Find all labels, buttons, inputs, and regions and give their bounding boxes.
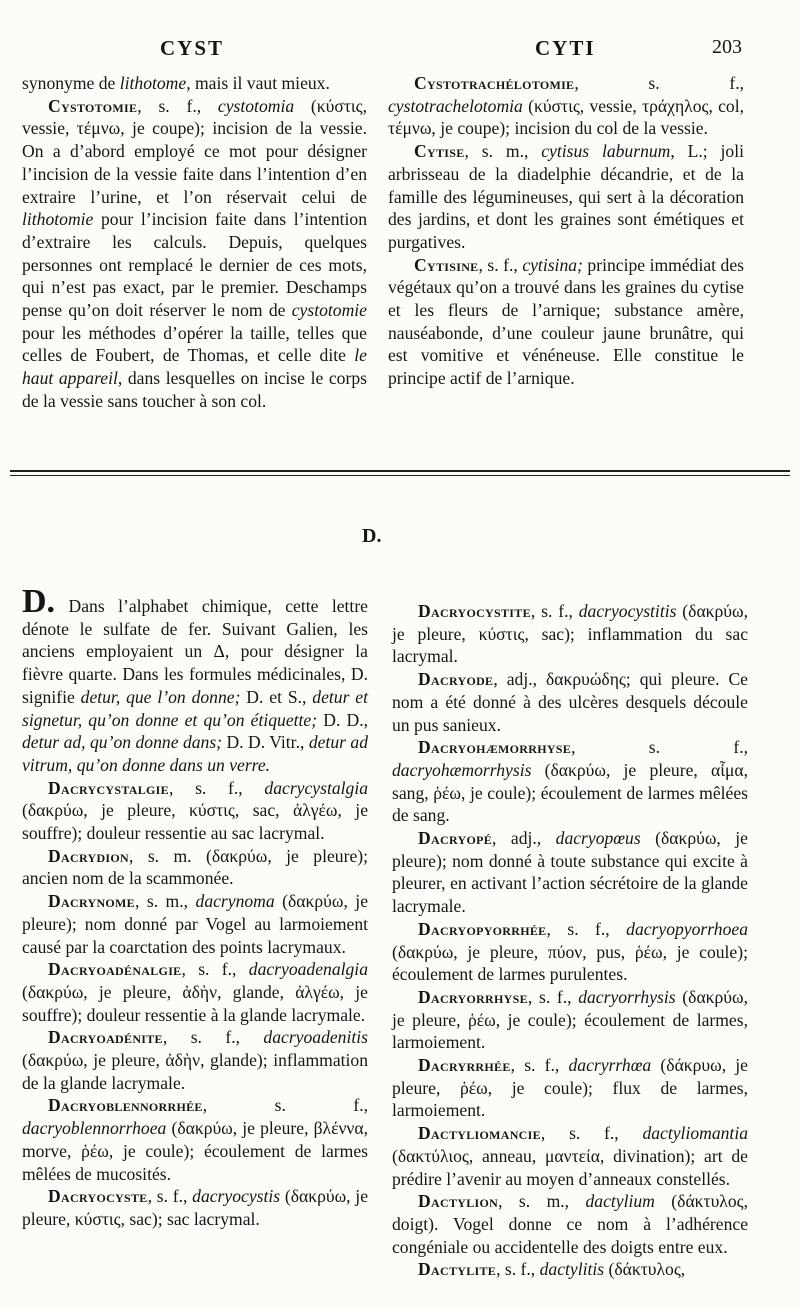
headword: Dacryohæmorrhyse xyxy=(418,737,572,758)
entry-d: D. Dans l’alphabet chimique, cette lettre dénote le sulfate de fer. Suivant Galien, les anciens employaient un Δ, pour désigner la fièvre quarte. Dans les formules médicinales, D. signifie detur, que l’on donne; D. et S., detur et signetur, qu’on donne et qu’on étiquette; D. D., detur ad, qu’on donne dans; D. D. Vitr., detur ad vitrum, qu’on donne dans un verre. xyxy=(22,583,369,775)
entry-dacryope: Dacryopé, adj., dacryopœus (δακρύω, je pleure); nom donné à toute substance qui excite à pleurer, en activant l’action sécrétoire de la glande lacrymale. xyxy=(392,828,748,917)
headword: Cytise xyxy=(414,141,465,162)
entry-cytise: Cytise, s. m., cytisus laburnum, L.; joli arbrisseau de la diadelphie décandrie, et de la famille des légumineuses, qui sert à la décoration des jardins, et dont les graines sont émétiques et purgatives. xyxy=(388,141,744,252)
entry-cystotrachelotomie: Cystotrachélotomie, s. f., cystotrachelotomia (κύστις, vessie, τράχηλος, col, τέμνω, je coupe); incision du col de la vessie. xyxy=(388,73,744,139)
entry-dacryocyste: Dacryocyste, s. f., dacryocystis (δακρύω, je pleure, κύστις, sac); sac lacrymal. xyxy=(22,1186,368,1229)
entry-dacryoadenite: Dacryoadénite, s. f., dacryoadenitis (δακρύω, je pleure, ἀδὴν, glande); inflammation de la glande lacrymale. xyxy=(22,1027,368,1093)
entry-dacryopyorrhee: Dacryopyorrhée, s. f., dacryopyorrhoea (δακρύω, je pleure, πύον, pus, ῥέω, je coule); écoulement de larmes purulentes. xyxy=(392,918,748,985)
section-heading: D. xyxy=(362,525,382,547)
entry-dacrydion: Dacrydion, s. m. (δακρύω, je pleure); ancien nom de la scammonée. xyxy=(22,845,368,889)
page-number: 203 xyxy=(712,36,742,58)
entry-dactyliomancie: Dactyliomancie, s. f., dactyliomantia (δακτύλιος, anneau, μαντεία, divination); art de prédire l’avenir au moyen d’anneaux constellés. xyxy=(392,1123,748,1189)
headword: Dacryoadénite xyxy=(48,1027,163,1048)
entry-dactylite: Dactylite, s. f., dactylitis (δάκτυλος, xyxy=(418,1259,686,1280)
running-head-left: CYST xyxy=(160,36,225,60)
headword: Dacrynome xyxy=(48,891,135,912)
entry-cytisine: Cytisine, s. f., cytisina; principe immédiat des végétaux qu’on a trouvé dans les graines du cytise et les fleurs de l’arnique; substance amère, nauséabonde, d’une couleur jaune brunâtre, qui est vomitive et vénéneuse. Elle constitue le principe actif de l’arnique. xyxy=(388,254,744,389)
headword: Dacryoadénalgie xyxy=(48,959,182,980)
page-header xyxy=(0,36,800,66)
headword: Cystotrachélotomie xyxy=(414,73,575,93)
entry-dacryohaemorrhyse: Dacryohæmorrhyse, s. f., dacryohæmorrhysis (δακρύω, je pleure, αἷμα, sang, ῥέω, je coule); écoulement de larmes mêlées de sang. xyxy=(392,737,748,826)
entry-dacryocystite: Dacryocystite, s. f., dacryocystitis (δακρύω, je pleure, κύστις, sac); inflammation du sac lacrymal. xyxy=(392,601,748,667)
bottom-left-column xyxy=(22,583,369,1231)
headword: Dacryrrhée xyxy=(418,1055,511,1076)
top-left-column xyxy=(22,72,367,413)
entry-dacryrrhee: Dacryrrhée, s. f., dacryrrhœa (δάκρυω, je pleure, ῥέω, je coule); flux de larmes, larmoiement. xyxy=(392,1055,748,1121)
bottom-right-column xyxy=(392,600,748,1281)
entry-cystotomie: Cystotomie, s. f., cystotomia (κύστις, vessie, τέμνω, je coupe); incision de la vessie. On a d’abord employé ce mot pour désigner l’incision de la vessie faite dans l’intention d’en extraire l’urine, et l’on réservait celui de lithotomie pour l’incision faite dans l’intention d’extraire les calculs. Depuis, quelques personnes ont remplacé le dernier de ces mots, qui n’est pas exact, par le premier. Deschamps pense qu’on doit réserver le nom de cystotomie pour les méthodes d’opérer la taille, telles que celles de Foubert, de Thomas, et celle dite le haut appareil, dans lesquelles on incise le corps de la vessie sans toucher à son col. xyxy=(22,95,367,411)
entry-dacryoblennorrhee: Dacryoblennorrhée, s. f., dacryoblennorrhoea (δακρύω, je pleure, βλέννα, morve, ῥέω, je coule); écoulement de larmes mêlées de mucosités. xyxy=(22,1095,368,1184)
headword: Dacryocystite xyxy=(418,601,531,621)
entry-dactylion: Dactylion, s. m., dactylium (δάκτυλος, doigt). Vogel donne ce nom à l’adhérence congéniale ou accidentelle des doigts entre eux. xyxy=(392,1191,748,1257)
drop-capital: D. xyxy=(22,583,56,620)
entry-dacryorrhyse: Dacryorrhyse, s. f., dacryorrhysis (δακρύω, je pleure, ῥέω, je coule); écoulement de larmes, larmoiement. xyxy=(392,986,748,1053)
section-divider-thin xyxy=(10,475,790,476)
headword: Dacrycystalgie xyxy=(48,777,169,798)
entry-continuation: synonyme de lithotome, mais il vaut mieux. xyxy=(22,73,330,93)
headword: Dacryorrhyse xyxy=(418,986,528,1007)
headword: Cystotomie xyxy=(48,95,138,116)
headword: Dactylion xyxy=(418,1191,499,1212)
top-right-column xyxy=(388,72,744,390)
entry-dacryode: Dacryode, adj., δακρυώδης; qui pleure. Ce nom a été donné à des ulcères desquels découle un pus sanieux. xyxy=(392,669,748,735)
headword: Dacryopé xyxy=(418,828,493,849)
headword: Dacryode xyxy=(418,669,494,690)
entry-dacryoadenalgie: Dacryoadénalgie, s. f., dacryoadenalgia (δακρύω, je pleure, ἀδὴν, glande, ἀλγέω, je souffre); douleur ressentie à la glande lacrymale. xyxy=(22,959,368,1025)
headword: Dactyliomancie xyxy=(418,1123,541,1144)
section-divider-thick xyxy=(10,470,790,472)
entry-dacrynome: Dacrynome, s. m., dacrynoma (δακρύω, je pleure); nom donné par Vogel au larmoiement causé par la coarctation des points lacrymaux. xyxy=(22,891,368,957)
headword: Dacrydion xyxy=(48,845,129,866)
headword: Dacryopyorrhée xyxy=(418,918,547,939)
entry-dacrycystalgie: Dacrycystalgie, s. f., dacrycystalgia (δακρύω, je pleure, κύστις, sac, ἀλγέω, je souffre); douleur ressentie au sac lacrymal. xyxy=(22,777,368,844)
headword: Dacryocyste xyxy=(48,1186,148,1207)
headword: Cytisine xyxy=(414,254,479,275)
headword: Dactylite xyxy=(418,1259,497,1280)
headword: Dacryoblennorrhée xyxy=(48,1095,203,1116)
running-head-right: CYTI xyxy=(535,36,596,60)
